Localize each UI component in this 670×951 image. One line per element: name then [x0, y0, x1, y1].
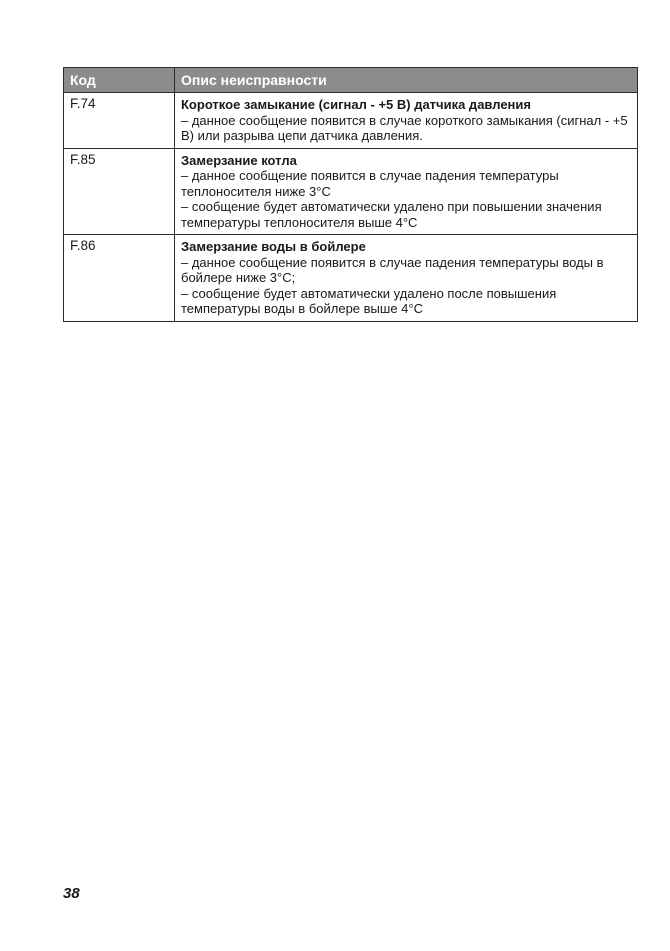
fault-description — [175, 148, 638, 235]
table-header-row — [64, 68, 638, 93]
fault-codes-table — [63, 67, 638, 322]
fault-title: Замерзание котла — [181, 152, 297, 168]
fault-line: – данное сообщение появится в случае короткого замыкания (сигнал - +5 В) или разрыва цепи датчика давления. — [181, 112, 628, 143]
fault-code: F.86 — [64, 235, 175, 322]
fault-line: – данное сообщение появится в случае падения температуры воды в бойлере ниже 3°C; — [181, 254, 604, 285]
fault-code: F.74 — [64, 93, 175, 149]
fault-line: – данное сообщение появится в случае падения температуры теплоносителя ниже 3°C — [181, 168, 559, 199]
fault-description — [175, 235, 638, 322]
table-row — [64, 235, 638, 322]
table-row — [64, 148, 638, 235]
table-row — [64, 93, 638, 149]
table-header — [64, 68, 638, 93]
table-body — [64, 93, 638, 322]
fault-title: Замерзание воды в бойлере — [181, 239, 366, 254]
fault-line: – сообщение будет автоматически удалено после повышения температуры воды в бойлере выше 4°C — [181, 285, 557, 316]
header-description: Опис неисправности — [175, 68, 638, 93]
fault-code: F.85 — [64, 148, 175, 235]
fault-description — [175, 93, 638, 149]
page-number: 38 — [63, 885, 80, 902]
header-code: Код — [64, 68, 175, 93]
fault-title: Короткое замыкание (сигнал - +5 В) датчика давления — [181, 97, 531, 112]
fault-line: – сообщение будет автоматически удалено при повышении значения температуры теплоносителя выше 4°C — [181, 199, 602, 230]
